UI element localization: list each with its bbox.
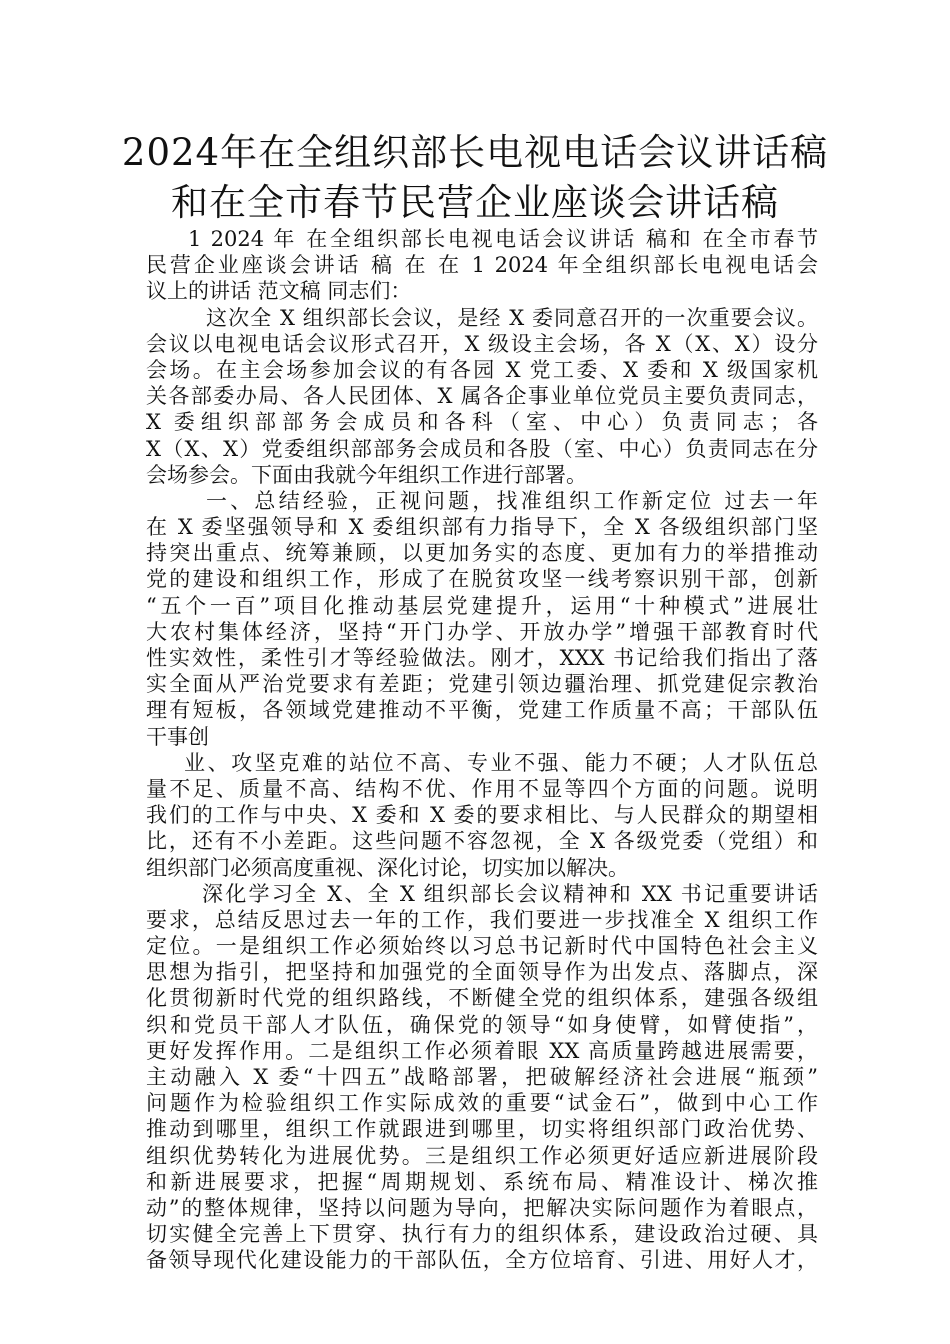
body-line: 会场。在主会场参加会议的有各园 X 党工委、X 委和 X 级国家机 xyxy=(146,357,818,382)
body-line: 一、总结经验，正视问题，找准组织工作新定位 过去一年 xyxy=(206,488,818,513)
body-line: 主动融入 X 委“十四五”战略部署，把破解经济社会进展“瓶颈” xyxy=(146,1065,818,1089)
document-title-line-1: 2024年在全组织部长电视电话会议讲话稿 xyxy=(121,131,829,174)
body-line: 比，还有不小差距。这些问题不容忽视，全 X 各级党委（党组）和 xyxy=(146,829,818,854)
body-line: 组织优势转化为进展优势。三是组织工作必须更好适应新进展阶段 xyxy=(146,1143,818,1168)
body-line: 会议以电视电话会议形式召开，X 级设主会场，各 X（X、X）设分 xyxy=(146,331,818,356)
body-line: 议上的讲话 范文稿 同志们： xyxy=(146,279,412,304)
body-line: 量不足、质量不高、结构不优、作用不显等四个方面的问题。说明 xyxy=(146,776,818,801)
body-line: 干事创 xyxy=(146,724,209,749)
body-line: 党的建设和组织工作，形成了在脱贫攻坚一线考察识别干部，创新 xyxy=(146,567,818,592)
body-line: 性实效性，柔性引才等经验做法。刚才，XXX 书记给我们指出了落 xyxy=(146,646,818,670)
body-line: 这次全 X 组织部长会议，是经 X 委同意召开的一次重要会议。 xyxy=(206,305,818,330)
body-line: 理有短板，各领域党建推动不平衡，党建工作质量不高；干部队伍 xyxy=(146,698,818,723)
body-line: 和新进展要求，把握“周期规划、系统布局、精准设计、梯次推 xyxy=(146,1169,818,1194)
body-line: 动”的整体规律，坚持以问题为导向，把解决实际问题作为着眼点， xyxy=(146,1195,818,1220)
body-line: 更好发挥作用。二是组织工作必须着眼 XX 高质量跨越进展需要， xyxy=(146,1038,818,1063)
body-line: 民营企业座谈会讲话 稿 在 在 1 2024 年全组织部长电视电话会 xyxy=(146,253,818,278)
body-line: X 委组织部部务会成员和各科（室、中心）负责同志；各 xyxy=(146,410,818,435)
body-line: 要求，总结反思过去一年的工作，我们要进一步找准全 X 组织工作 xyxy=(146,907,818,932)
body-line: 推动到哪里，组织工作就跟进到哪里，切实将组织部门政治优势、 xyxy=(146,1117,818,1142)
body-line: 在 X 委坚强领导和 X 委组织部有力指导下，全 X 各级组织部门坚 xyxy=(146,515,818,540)
body-line: 会场参会。下面由我就今年组织工作进行部署。 xyxy=(146,462,587,487)
body-line: 化贯彻新时代党的组织路线，不断健全党的组织体系，建强各级组 xyxy=(146,986,818,1011)
body-line: 业、攻坚克难的站位不高、专业不强、能力不硬；人才队伍总 xyxy=(184,750,818,775)
body-line: 持突出重点、统筹兼顾，以更加务实的态度、更加有力的举措推动 xyxy=(146,541,818,566)
body-line: 组织部门必须高度重视、深化讨论，切实加以解决。 xyxy=(146,855,629,880)
body-line: 大农村集体经济，坚持“开门办学、开放办学”增强干部教育时代 xyxy=(146,619,818,644)
body-line: 思想为指引，把坚持和加强党的全面领导作为出发点、落脚点，深 xyxy=(146,960,818,985)
body-line: 备领导现代化建设能力的干部队伍，全方位培育、引进、用好人才， xyxy=(146,1248,818,1273)
body-line: X（X、X）党委组织部部务会成员和各股（室、中心）负责同志在分 xyxy=(146,436,818,461)
body-line: 定位。一是组织工作必须始终以习总书记新时代中国特色社会主义 xyxy=(146,934,818,959)
document-body xyxy=(146,226,818,1274)
body-line: 1 2024 年 在全组织部长电视电话会议讲话 稿和 在全市春节 xyxy=(188,227,818,251)
body-line: 深化学习全 X、全 X 组织部长会议精神和 XX 书记重要讲话 xyxy=(202,881,818,906)
body-line: 我们的工作与中央、X 委和 X 委的要求相比、与人民群众的期望相 xyxy=(146,803,818,828)
body-line: 关各部委办局、各人民团体、X 属各企事业单位党员主要负责同志， xyxy=(146,384,818,409)
body-line: “五个一百”项目化推动基层党建提升，运用“十种模式”进展壮 xyxy=(146,593,818,618)
body-line: 切实健全完善上下贯穿、执行有力的组织体系，建设政治过硬、具 xyxy=(146,1222,818,1247)
body-line: 织和党员干部人才队伍，确保党的领导“如身使臂，如臂使指”， xyxy=(146,1012,818,1037)
body-line: 问题作为检验组织工作实际成效的重要“试金石”，做到中心工作 xyxy=(146,1091,818,1116)
body-line: 实全面从严治党要求有差距；党建引领边疆治理、抓党建促宗教治 xyxy=(146,672,818,697)
document-title-line-2: 和在全市春节民营企业座谈会讲话稿 xyxy=(171,181,779,224)
